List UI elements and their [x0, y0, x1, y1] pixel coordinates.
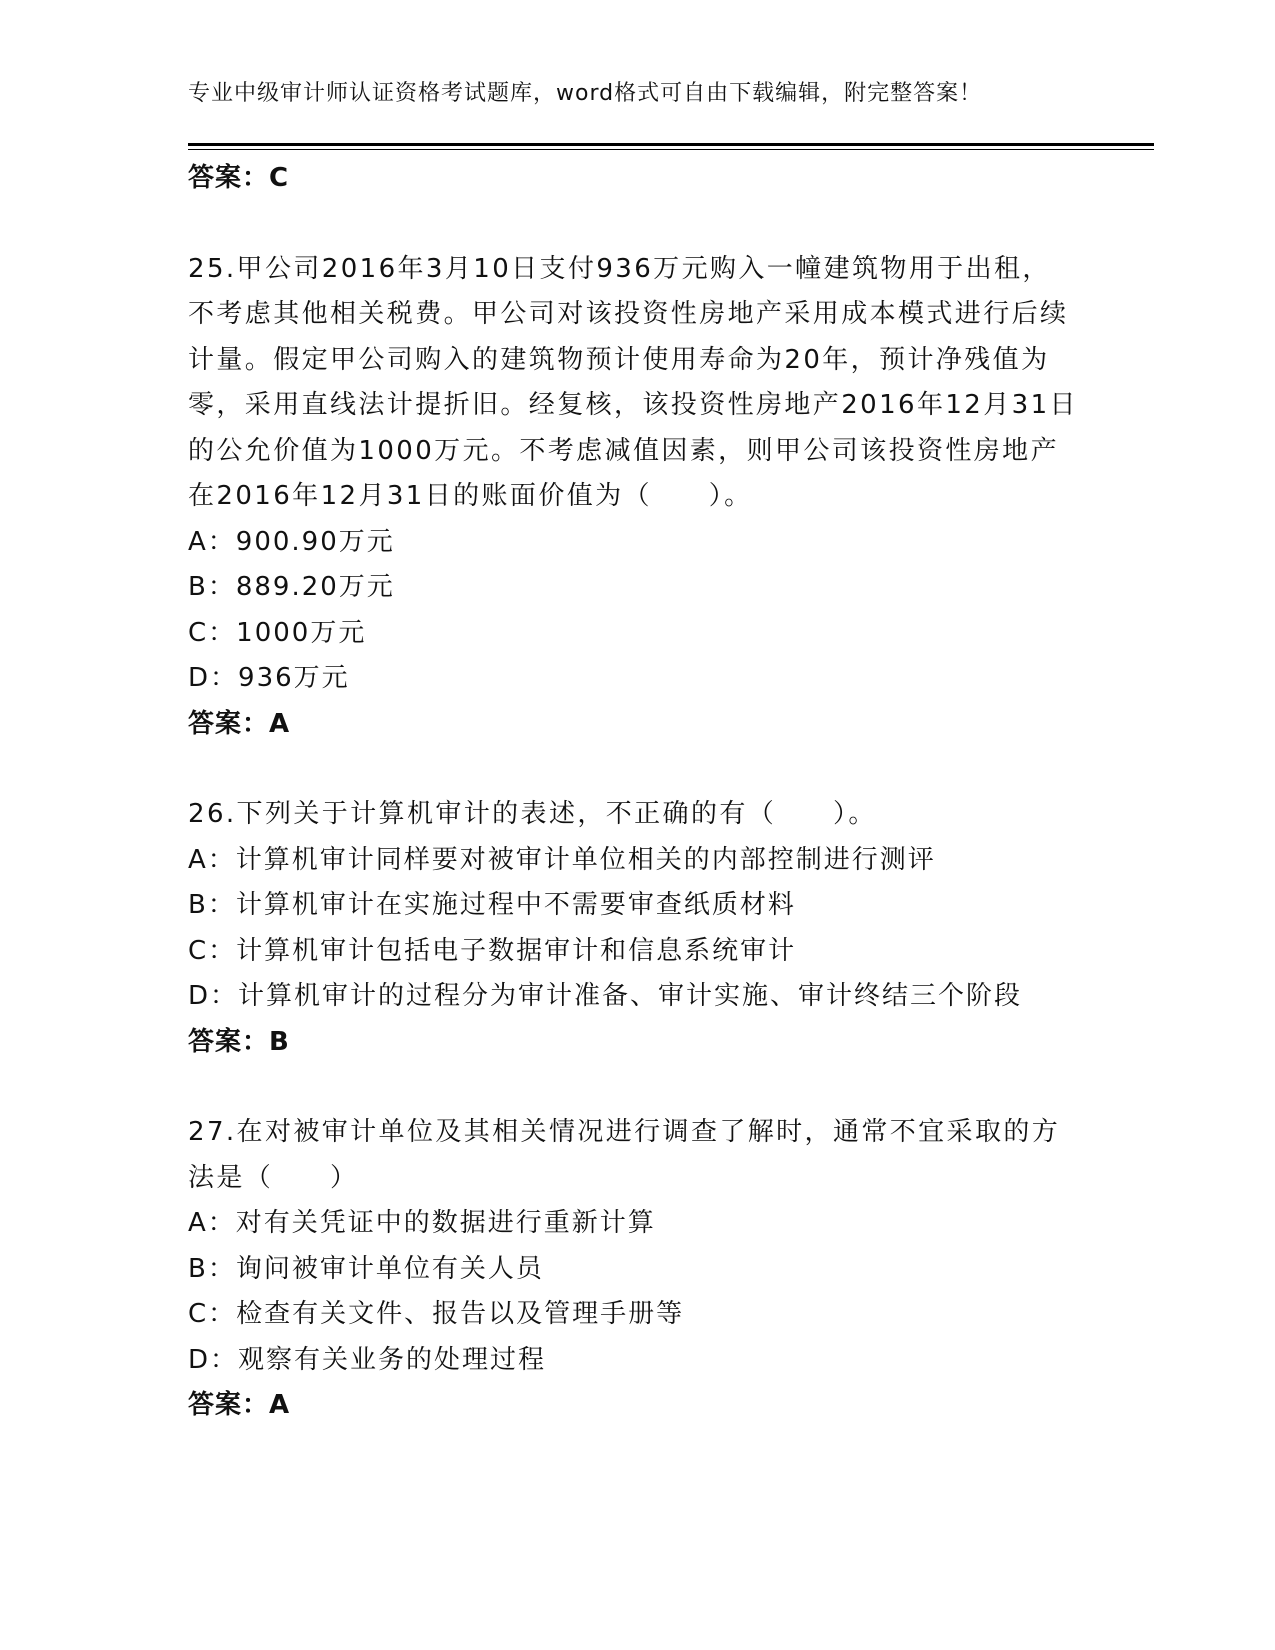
- option-a: A：对有关凭证中的数据进行重新计算: [188, 1208, 656, 1238]
- question-content: [188, 156, 1108, 1429]
- option-a: A：900.90万元: [188, 526, 395, 557]
- option-d: D：计算机审计的过程分为审计准备、审计实施、审计终结三个阶段: [188, 981, 1023, 1011]
- option-c: C：计算机审计包括电子数据审计和信息系统审计: [188, 935, 797, 966]
- question-27: [188, 1110, 1108, 1429]
- header-rule-thick: [188, 143, 1154, 146]
- option-d: D：936万元: [188, 663, 350, 693]
- question-26: [188, 792, 1108, 1065]
- option-b: B：询问被审计单位有关人员: [188, 1253, 544, 1284]
- option-a: A：计算机审计同样要对被审计单位相关的内部控制进行测评: [188, 844, 936, 875]
- option-b: B：889.20万元: [188, 572, 395, 602]
- answer: 答案：A: [188, 708, 291, 739]
- header-rule-thin: [188, 149, 1154, 150]
- page-header: 专业中级审计师认证资格考试题库，word格式可自由下载编辑，附完整答案！: [188, 81, 983, 106]
- option-c: C：1000万元: [188, 617, 367, 648]
- option-b: B：计算机审计在实施过程中不需要审查纸质材料: [188, 890, 796, 920]
- answer: 答案：A: [188, 1390, 291, 1420]
- question-stem: 25.甲公司2016年3月10日支付936万元购入一幢建筑物用于出租，不考虑其他相关税费。甲公司对该投资性房地产采用成本模式进行后续计量。假定甲公司购入的建筑物预计使用寿命为20年，预计净残值为零，采用直线法计提折旧。经复核，该投资性房地产2016年12月31日的公允价值为1000万元。不考虑减值因素，则甲公司该投资性房地产在2016年12月31日的账面价值为（ ）。: [188, 253, 1078, 511]
- spacer: [188, 202, 1108, 247]
- question-stem: 26.下列关于计算机审计的表述，不正确的有（ ）。: [188, 799, 877, 829]
- question-25: [188, 247, 1108, 748]
- answer: 答案：B: [188, 1026, 290, 1057]
- spacer: [188, 1065, 1108, 1110]
- answer-previous: 答案：C: [188, 163, 290, 193]
- option-d: D：观察有关业务的处理过程: [188, 1344, 547, 1375]
- question-stem: 27.在对被审计单位及其相关情况进行调查了解时，通常不宜采取的方法是（ ）: [188, 1117, 1061, 1193]
- option-c: C：检查有关文件、报告以及管理手册等: [188, 1299, 685, 1329]
- spacer: [188, 747, 1108, 792]
